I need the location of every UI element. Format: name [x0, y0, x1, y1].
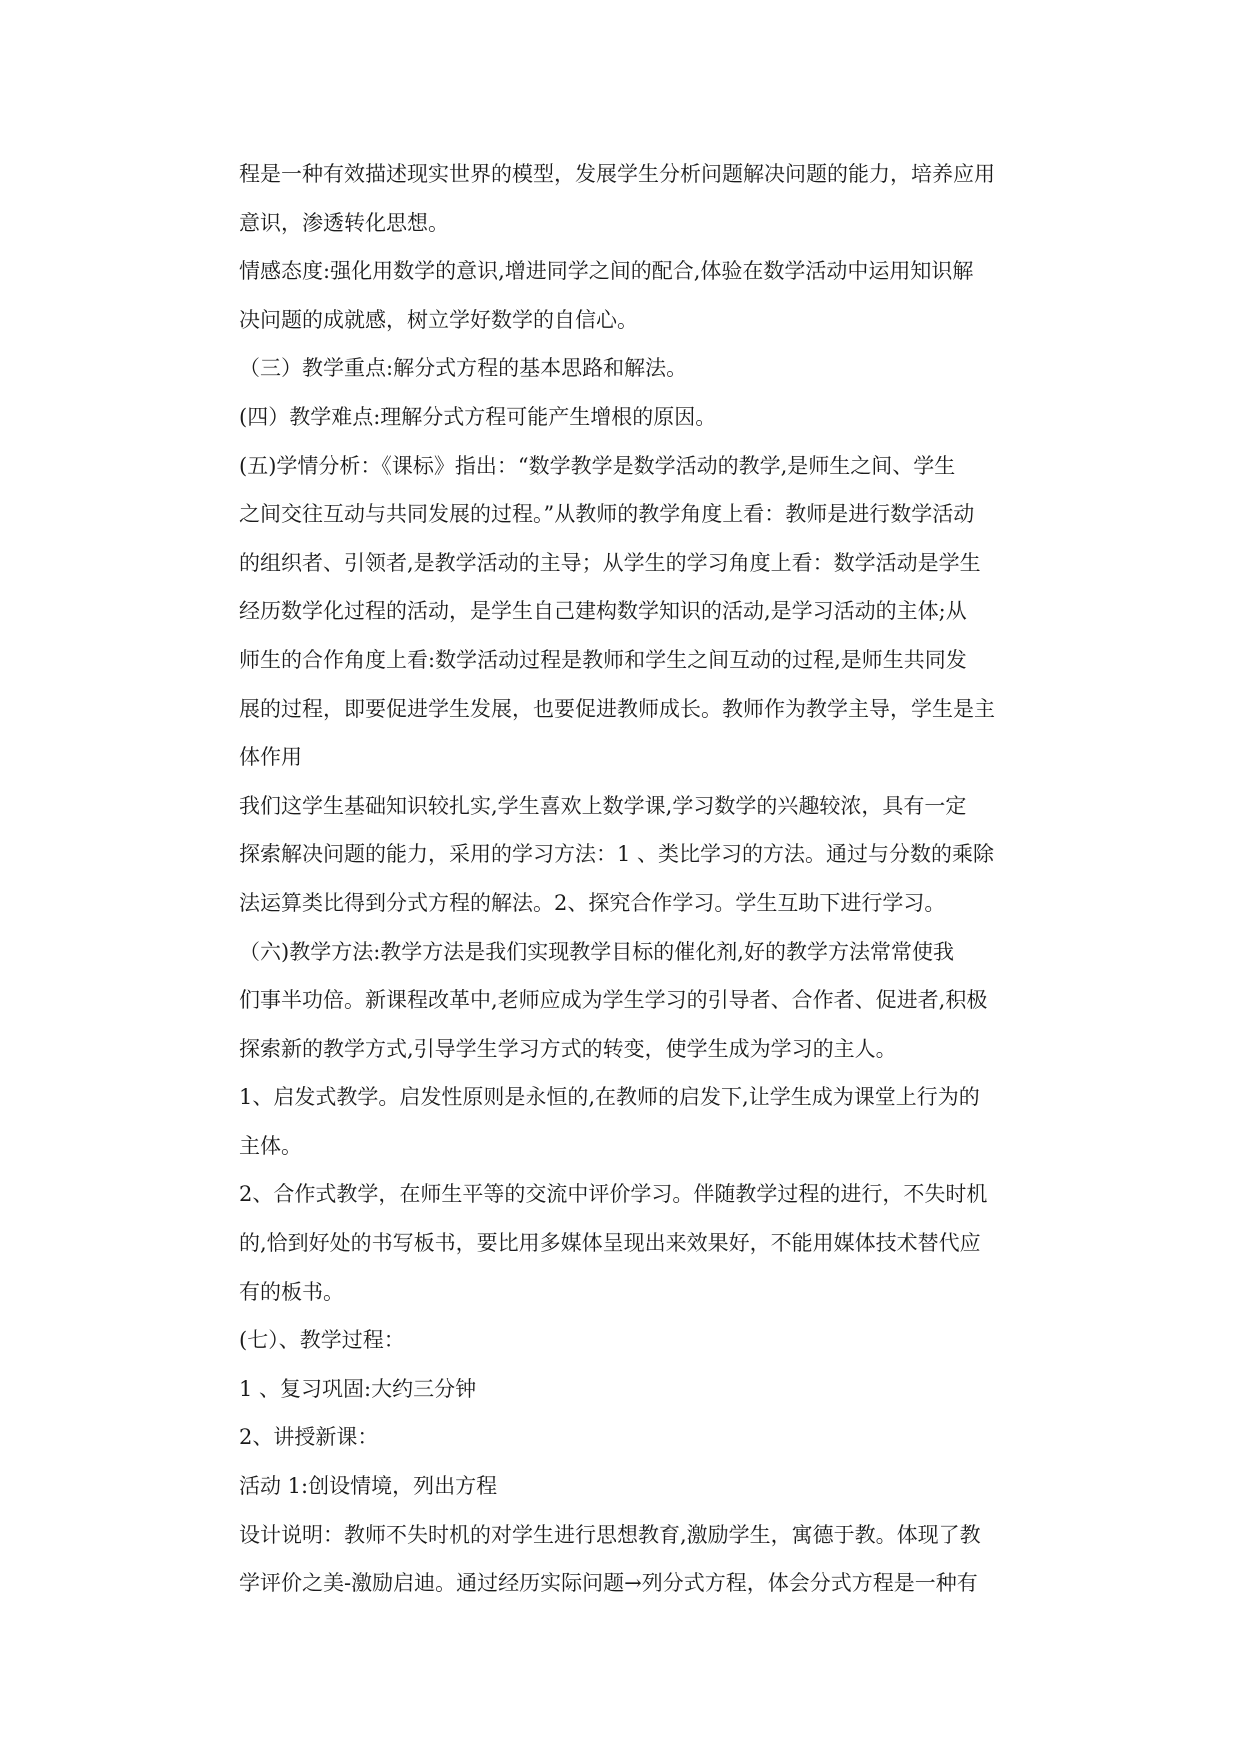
text-line: 探索解决问题的能力，采用的学习方法：1 、类比学习的方法。通过与分数的乘除 [239, 842, 995, 867]
text-line: 的组织者、引领者,是教学活动的主导；从学生的学习角度上看：数学活动是学生 [239, 550, 981, 575]
document-body [239, 150, 1059, 1608]
text-line: 有的板书。 [239, 1279, 344, 1304]
text-line: 我们这学生基础知识较扎实,学生喜欢上数学课,学习数学的兴趣较浓，具有一定 [239, 793, 967, 818]
text-line: 们事半功倍。新课程改革中,老师应成为学生学习的引导者、合作者、促进者,积极 [239, 988, 988, 1013]
text-line: 主体。 [239, 1133, 302, 1158]
text-line: 情感态度:强化用数学的意识,增进同学之间的配合,体验在数学活动中运用知识解 [239, 259, 974, 284]
text-line: 程是一种有效描述现实世界的模型，发展学生分析问题解决问题的能力，培养应用 [239, 162, 995, 186]
text-line: 的,恰到好处的书写板书，要比用多媒体呈现出来效果好，不能用媒体技术替代应 [239, 1231, 981, 1256]
section-heading: (七）、教学过程： [239, 1328, 405, 1353]
text-line: 意识，渗透转化思想。 [239, 210, 449, 235]
text-line: 之间交往互动与共同发展的过程。”从教师的教学角度上看：教师是进行数学活动 [239, 502, 975, 527]
text-line: 1、启发式教学。启发性原则是永恒的,在教师的启发下,让学生成为课堂上行为的 [239, 1085, 980, 1110]
text-line: 体作用 [239, 745, 302, 770]
text-line: 经历数学化过程的活动，是学生自己建构数学知识的活动,是学习活动的主体;从 [239, 599, 967, 624]
text-line: 设计说明：教师不失时机的对学生进行思想教育,激励学生，寓德于教。体现了教 [239, 1522, 981, 1547]
text-line: 法运算类比得到分式方程的解法。2、探究合作学习。学生互助下进行学习。 [239, 890, 946, 915]
text-line: (五)学情分析：《课标》指出：“数学教学是数学活动的教学,是师生之间、学生 [239, 453, 956, 478]
text-line: 2、讲授新课： [239, 1425, 379, 1450]
text-line: 师生的合作角度上看:数学活动过程是教师和学生之间互动的过程,是师生共同发 [239, 647, 967, 672]
text-line: 探索新的教学方式,引导学生学习方式的转变，使学生成为学习的主人。 [239, 1036, 897, 1061]
text-line: 学评价之美-激励启迪。通过经历实际问题→列分式方程，体会分式方程是一种有 [239, 1571, 978, 1596]
text-line: 活动 1:创设情境，列出方程 [239, 1474, 498, 1499]
text-line: （六)教学方法:教学方法是我们实现教学目标的催化剂,好的教学方法常常使我 [239, 939, 954, 964]
text-line: 展的过程，即要促进学生发展，也要促进教师成长。教师作为教学主导，学生是主 [239, 696, 995, 721]
section-heading: (四）教学难点:理解分式方程可能产生增根的原因。 [239, 404, 717, 429]
section-heading: （三）教学重点:解分式方程的基本思路和解法。 [239, 356, 688, 381]
text-line: 决问题的成就感，树立学好数学的自信心。 [239, 307, 638, 332]
text-line: 1 、复习巩固:大约三分钟 [239, 1376, 477, 1401]
text-line: 2、合作式教学，在师生平等的交流中评价学习。伴随教学过程的进行，不失时机 [239, 1182, 988, 1207]
